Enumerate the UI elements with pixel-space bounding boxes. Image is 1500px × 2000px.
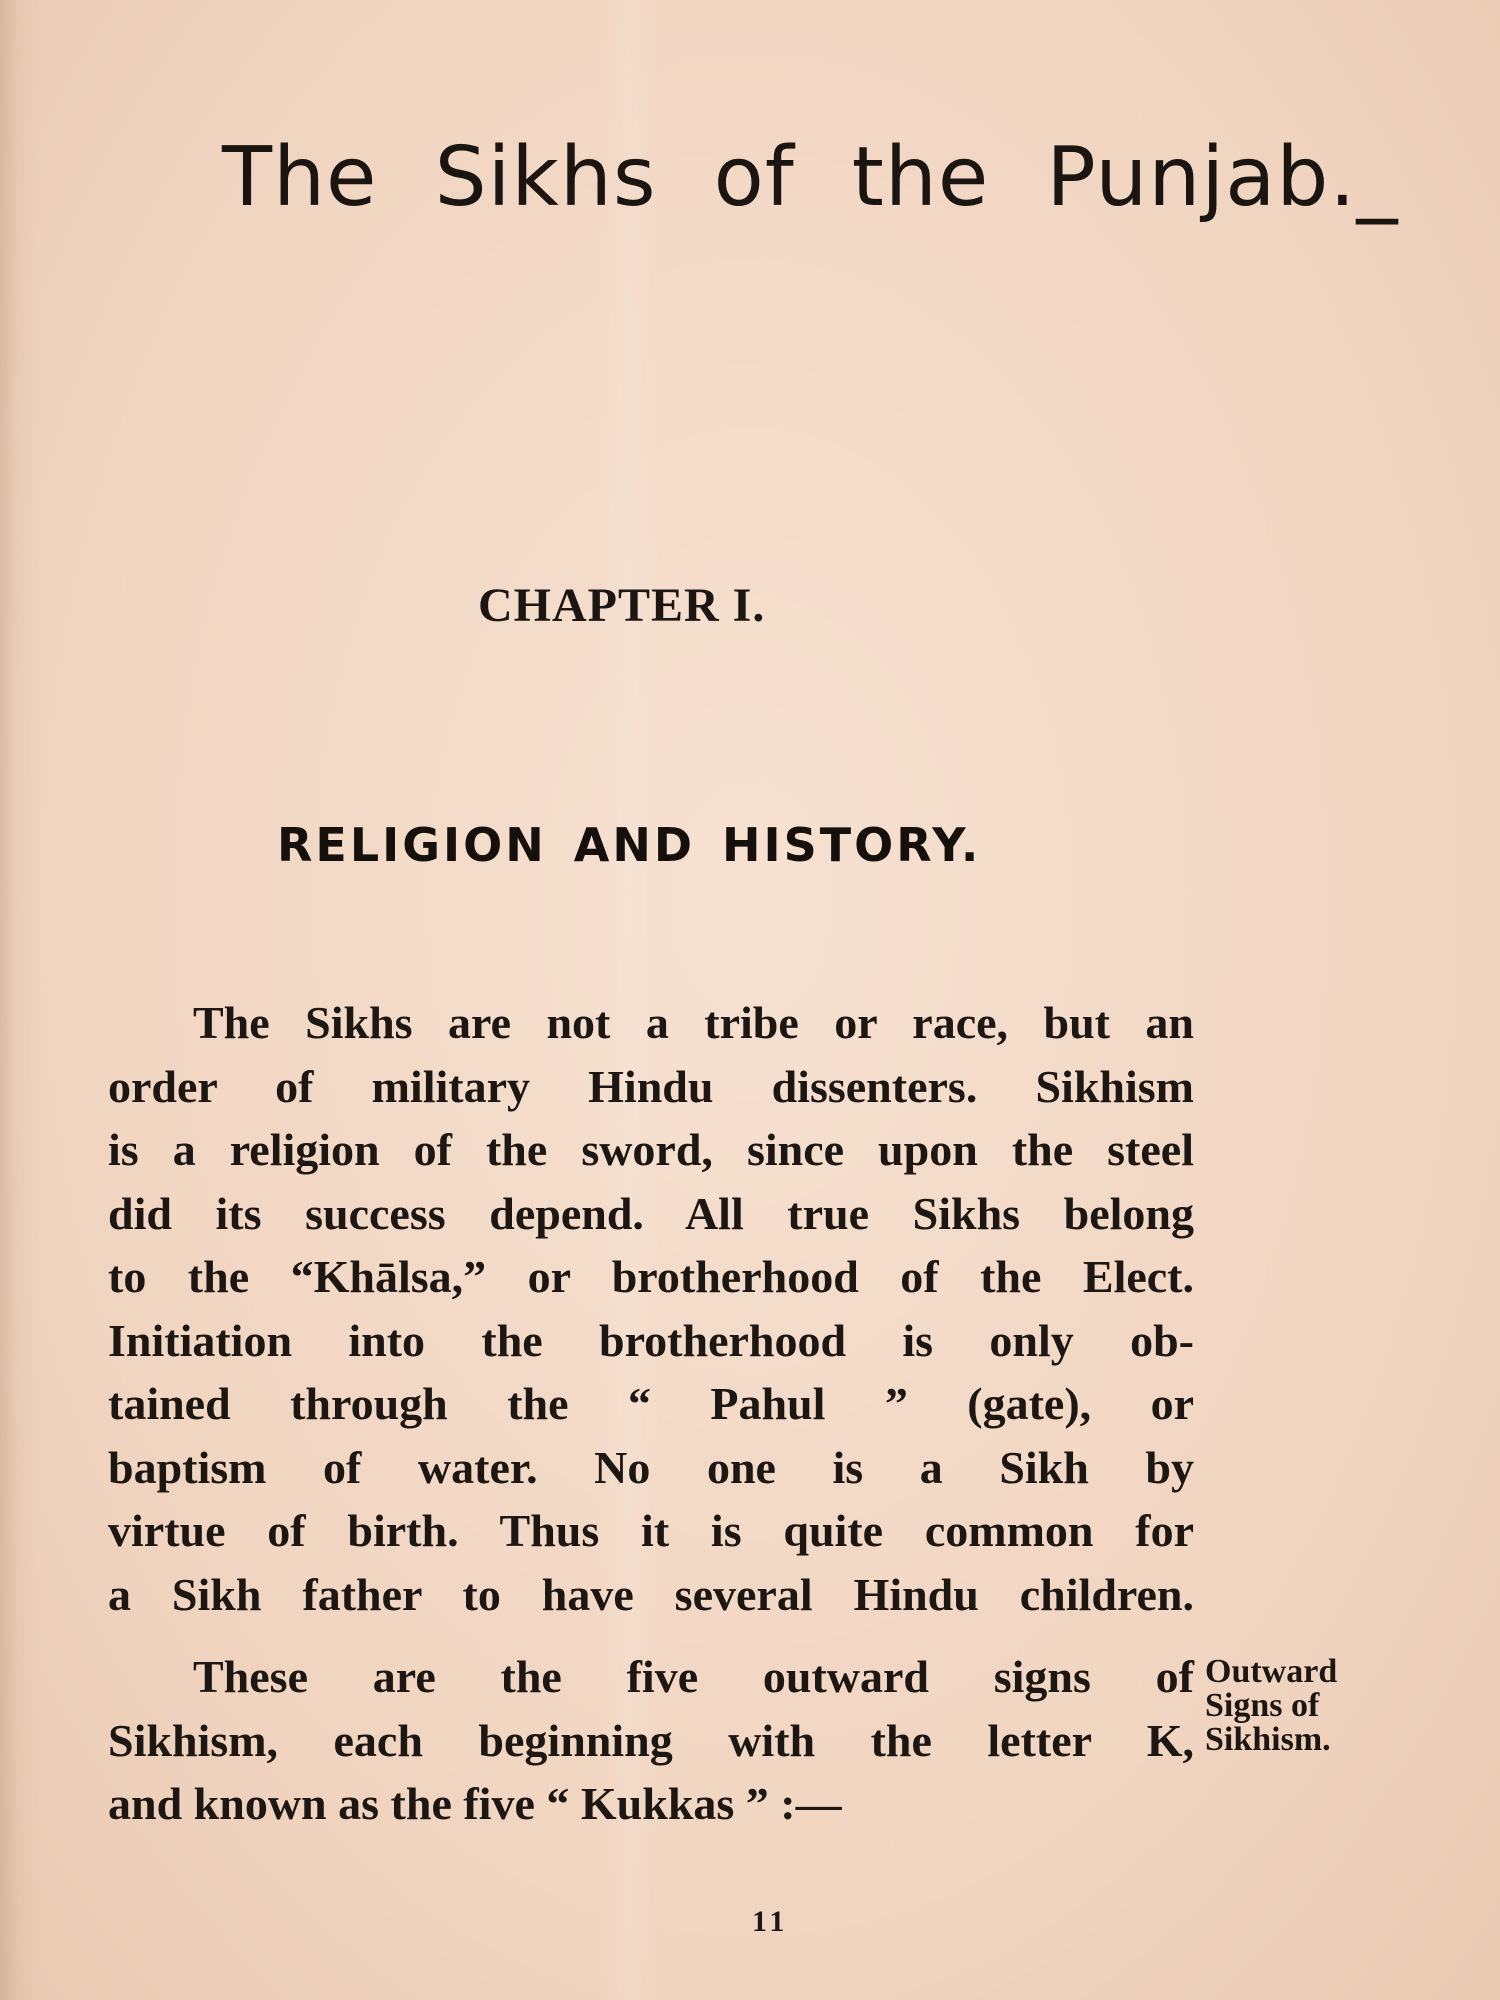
body-paragraph-2 (108, 1645, 1194, 1836)
text-line: These are the five outward signs of (193, 1651, 1194, 1702)
text-line: Initiation into the brotherhood is only ob- (108, 1314, 1194, 1366)
text-line: tained through the “ Pahul ” (gate), or (108, 1378, 1194, 1429)
text-line: baptism of water. No one is a Sikh by (108, 1441, 1194, 1493)
body-paragraph-1 (108, 991, 1194, 1626)
page-number: 11 (752, 1905, 789, 1938)
text-line: to the “Khālsa,” or brotherhood of the Elect. (108, 1251, 1194, 1302)
text-line: virtue of birth. Thus it is quite common for (108, 1505, 1194, 1556)
text-line: Sikhism, each beginning with the letter K, (108, 1714, 1194, 1766)
margin-note-line: Sikhism. (1205, 1721, 1331, 1758)
text-line: did its success depend. All true Sikhs belong (108, 1187, 1194, 1239)
chapter-heading: CHAPTER I. (478, 579, 766, 632)
text-line: and known as the five “ Kukkas ” :— (108, 1778, 842, 1829)
section-heading: RELIGION AND HISTORY. (277, 818, 982, 872)
book-title: The Sikhs of the Punjab._ (222, 130, 1399, 225)
text-line: is a religion of the sword, since upon the steel (108, 1124, 1194, 1175)
text-line: The Sikhs are not a tribe or race, but an (193, 997, 1194, 1048)
text-line: order of military Hindu dissenters. Sikhism (108, 1060, 1194, 1112)
margin-note-line: Outward (1205, 1653, 1338, 1690)
text-line: a Sikh father to have several Hindu children. (108, 1568, 1194, 1620)
margin-note (1205, 1655, 1337, 1757)
margin-note-line: Signs of (1205, 1687, 1320, 1724)
